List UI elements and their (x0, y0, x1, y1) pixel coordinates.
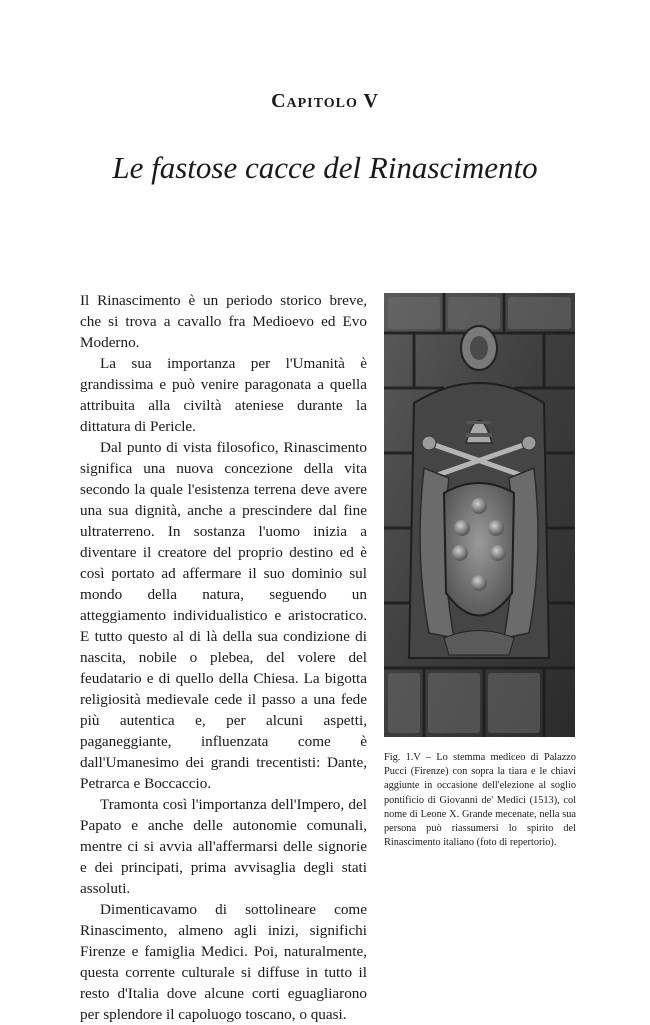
paragraph: Tramonta così l'importanza dell'Impero, del Papato e anche delle autonomie comunali, mentre ci si avvia all'affermarsi delle signorie e dei principati, prima avvisaglia degli stati assoluti. (80, 796, 367, 897)
chapter-label: Capitolo V (271, 90, 379, 112)
photo-illustration (384, 293, 575, 737)
paragraph: Dimenticavamo di sottolineare come Rinascimento, almeno agli inizi, significhi Firenze e famiglia Medici. Poi, naturalmente, questa corrente culturale si diffuse in tutto il resto d'Italia dove alcune corti eguagliarono per splendore il capoluogo toscano, o quasi. (80, 901, 367, 1023)
paragraph: Dal punto di vista filosofico, Rinascimento significa una nuova concezione della vita secondo la quale l'esistenza terrena deve avere una sua dignità, anche a prescindere dal fine ultraterreno. In sostanza l'uomo inizia a diventare il creatore del proprio destino ed è così portato ad affermare il suo dominio sul mondo della natura, seguendo un atteggiamento individualistico e aristocratico. E tutto questo al di là della sua condizione di nascita, nobile o plebea, del volere del feudatario e di quello della Chiesa. La bigotta religiosità medievale cede il passo a una fede più autentica e, per alcuni aspetti, paganeggiante, influenzata come è dall'Umanesimo dei grandi trecentisti: Dante, Petrarca e Boccaccio. (80, 439, 367, 792)
figure-caption: Fig. 1.V – Lo stemma mediceo di Palazzo Pucci (Firenze) con sopra la tiara e le chiavi aggiunte in occasione dell'elezione al soglio pontificio di Giovanni de' Medici (1513), col nome di Leone X. Grande mecenate, nella sua persona può riassumersi lo spirito del Rinascimento italiano (foto di repertorio). (384, 752, 576, 849)
chapter-title: Le fastose cacce del Rinascimento (112, 150, 538, 185)
medici-coat-of-arms-photo (384, 293, 575, 737)
body-text (80, 290, 367, 1025)
paragraph: La sua importanza per l'Umanità è grandissima e può venire paragonata a quella attribuita alla civiltà ateniese durante la dittatura di Pericle. (80, 355, 367, 435)
paragraph: Il Rinascimento è un periodo storico breve, che si trova a cavallo fra Medioevo ed Evo Moderno. (80, 292, 367, 351)
